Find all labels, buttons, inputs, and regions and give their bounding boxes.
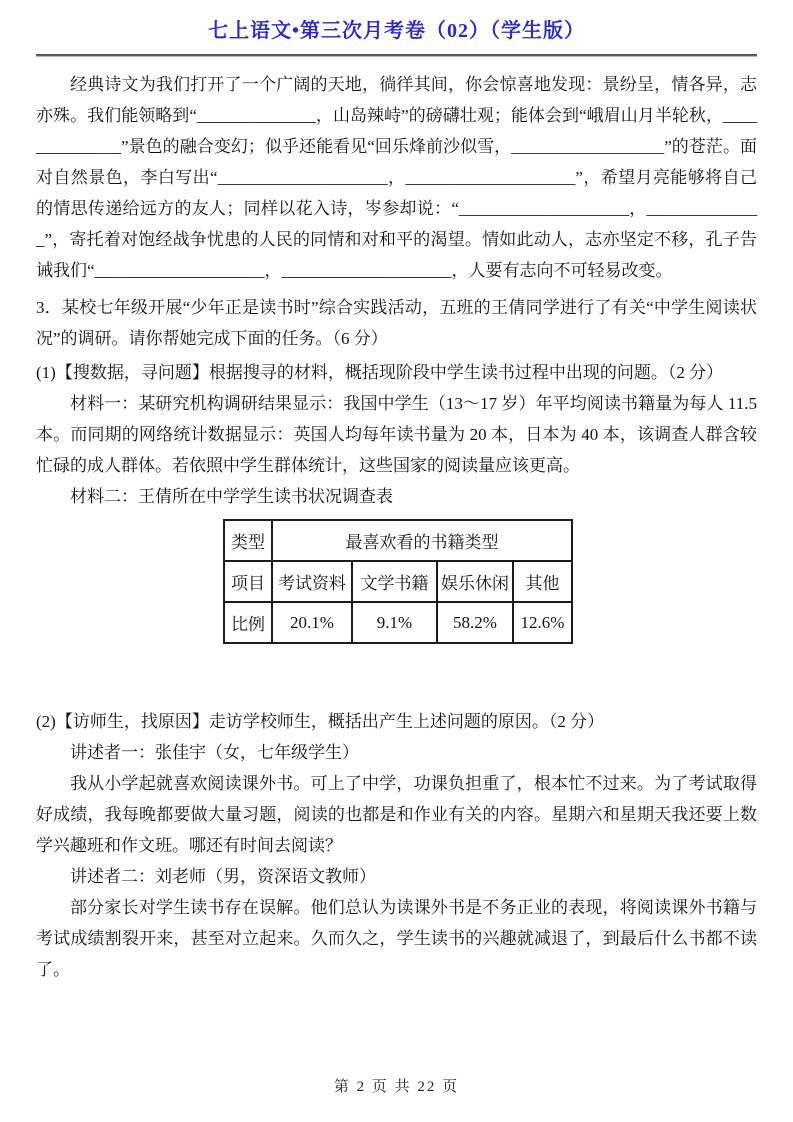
classic-poetry-fill-in-paragraph: 经典诗文为我们打开了一个广阔的天地，徜徉其间，你会惊喜地发现：景纷呈，情各异，志亦殊。我们能领略到“______________，山岛辣峙”的磅礴壮观；能体会到“峨眉山月半轮秋，______________”景色的融合变幻；似乎还能看见“回乐烽前沙似雪，__________________”的苍茫。面对自然景色，李白写出“____________________，____________________”，希望月亮能够将自己的情思传递给远方的友人；同样以花入诗，岑参却说：“____________________，______________”，寄托着对饱经战争忧患的人民的同情和对和平的渴望。情如此动人，志亦坚定不移，孔子告诫我们“____________________，____________________，人要有志向不可轻易改变。 [36, 75, 757, 280]
question-3-part1-label: (1)【搜数据，寻问题】根据搜寻的材料，概括现阶段中学生读书过程中出现的问题。（2 分） [36, 363, 724, 382]
table-corner-type-label: 类型 [224, 520, 272, 561]
speaker-1-speech: 我从小学起就喜欢阅读课外书。可上了中学，功课负担重了，根本忙不过来。为了考试取得好成绩，我每晚都要做大量习题，阅读的也都是和作业有关的内容。星期六和星期天我还要上数学兴趣班和作文班。哪还有时间去阅读？ [36, 774, 757, 855]
table-col-header-exam: 考试资料 [272, 561, 352, 602]
table-span-header: 最喜欢看的书籍类型 [272, 520, 572, 561]
question-3-stem: 3．某校七年级开展“少年正是读书时”综合实践活动，五班的王倩同学进行了有关“中学生阅读状况”的调研。请你帮她完成下面的任务。（6 分） [36, 298, 757, 348]
material-2-caption: 材料二：王倩所在中学学生读书状况调查表 [70, 487, 393, 506]
page-number: 第 2 页 共 22 页 [333, 1079, 460, 1095]
table-col-header-other: 其他 [513, 561, 572, 602]
question-3-part2-label: (2)【访师生，找原因】走访学校师生，概括出产生上述问题的原因。（2 分） [36, 712, 605, 731]
header-divider [36, 54, 757, 57]
page-header-title: 七上语文•第三次月考卷（02）（学生版） [207, 20, 585, 42]
table-row-ratios [224, 602, 572, 643]
speaker-2-speech: 部分家长对学生读书存在误解。他们总认为读课外书是不务正业的表现，将阅读课外书籍与考试成绩割裂开来，甚至对立起来。久而久之，学生读书的兴趣就减退了，到最后什么书都不读了。 [36, 898, 757, 979]
table-row-header [224, 520, 572, 561]
material-1-paragraph: 材料一：某研究机构调研结果显示：我国中学生（13～17 岁）年平均阅读书籍量为每人 11.5 本。而同期的网络统计数据显示：英国人均每年读书量为 20 本，日本为 40 本，该调查人群含较忙碌的成人群体。若依照中学生群体统计，这些国家的阅读量应该更高。 [36, 394, 757, 475]
table-row-label-ratio: 比例 [224, 602, 272, 643]
table-value-literature: 9.1% [352, 602, 437, 643]
table-value-other: 12.6% [513, 602, 572, 643]
speaker-1-line: 讲述者一：张佳宇（女，七年级学生） [70, 743, 359, 762]
table-value-exam: 20.1% [272, 602, 352, 643]
table-col-header-literature: 文学书籍 [352, 561, 437, 602]
speaker-2-line: 讲述者二：刘老师（男，资深语文教师） [70, 867, 376, 886]
table-value-entertainment: 58.2% [437, 602, 513, 643]
table-row-label-items: 项目 [224, 561, 272, 602]
reading-survey-table [223, 519, 573, 644]
table-col-header-entertainment: 娱乐休闲 [437, 561, 513, 602]
table-row-categories [224, 561, 572, 602]
question-3-part2-block [36, 706, 757, 985]
